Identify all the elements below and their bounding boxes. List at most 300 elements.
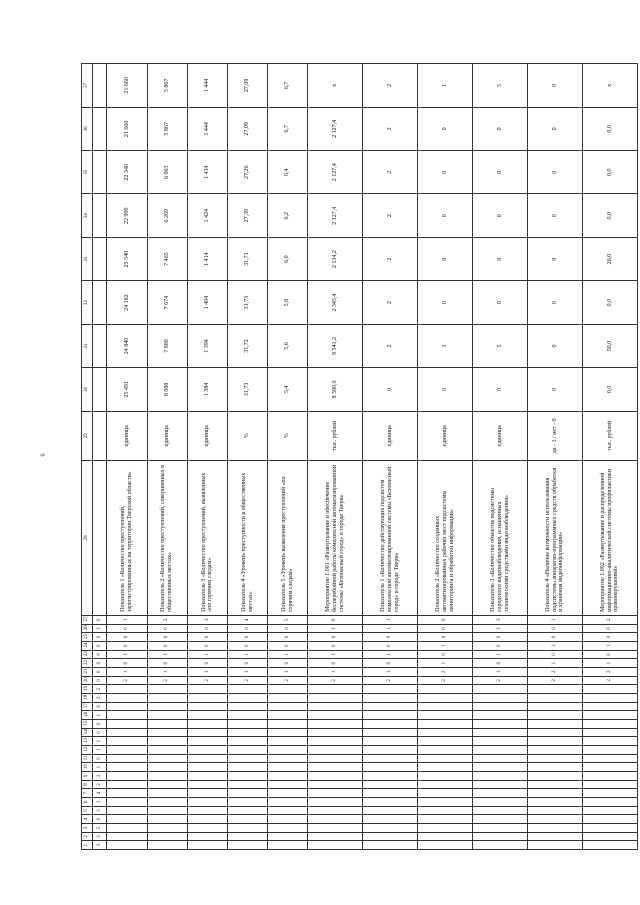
value-cell-col-37: х	[308, 64, 363, 108]
indicator-name-cell: Показатель 2 «Количество созданных автоматизированных рабочих мест подсистемы мониторинга и обработки информации»	[418, 460, 473, 615]
code-cell	[107, 806, 147, 815]
value-cell-col-33: 7 465	[147, 237, 187, 280]
code-cell: 0	[107, 659, 147, 668]
column-number-27: 27	[82, 615, 93, 624]
value-cell-col-35: 0,0	[582, 151, 637, 194]
code-cell	[268, 789, 308, 798]
indicator-name-cell: Показатель 4 «Уровень преступности в общественных местах»	[228, 460, 268, 615]
code-cell	[187, 815, 227, 824]
unit-cell: единица	[147, 411, 187, 460]
table-row	[187, 64, 227, 850]
code-cell	[308, 728, 363, 737]
code-cell	[582, 806, 637, 815]
table-row	[528, 64, 583, 850]
code-cell	[107, 711, 147, 720]
code-cell	[363, 745, 418, 754]
value-cell-col-35: 1 434	[187, 151, 227, 194]
value-cell-col-31: 5	[473, 324, 528, 367]
table-row	[418, 64, 473, 850]
code-cell	[363, 789, 418, 798]
code-cell: 3	[187, 615, 227, 624]
unit-cell	[93, 411, 107, 460]
value-cell-col-32: 5,8	[268, 281, 308, 324]
code-cell: 0	[582, 650, 637, 659]
value-cell-col-30: 0	[473, 368, 528, 411]
code-cell: 9	[418, 615, 473, 624]
column-number-14: 14	[82, 728, 93, 737]
code-cell	[473, 771, 528, 780]
code-cell	[363, 815, 418, 824]
code-cell: 0	[228, 624, 268, 633]
value-cell-col-37: 27,09	[228, 64, 268, 108]
code-cell	[582, 797, 637, 806]
code-cell	[187, 711, 227, 720]
code-cell	[107, 815, 147, 824]
code-cell	[228, 841, 268, 850]
code-cell	[473, 693, 528, 702]
value-cell-col-32: 24 182	[107, 281, 147, 324]
code-cell	[528, 754, 583, 763]
column-number-20: 20	[82, 676, 93, 685]
code-cell	[418, 806, 473, 815]
code-cell	[147, 832, 187, 841]
code-cell: 2	[93, 771, 107, 780]
value-cell-col-30: 0	[363, 368, 418, 411]
code-cell	[363, 780, 418, 789]
code-cell	[528, 797, 583, 806]
code-cell	[147, 823, 187, 832]
code-cell	[228, 745, 268, 754]
code-cell	[528, 806, 583, 815]
value-cell-col-33	[93, 237, 107, 280]
code-cell	[418, 780, 473, 789]
code-cell	[473, 711, 528, 720]
code-cell	[528, 745, 583, 754]
code-cell: 1	[363, 667, 418, 676]
value-cell-col-31: 24 840	[107, 324, 147, 367]
code-cell: 2	[528, 676, 583, 685]
value-cell-col-37: х	[582, 64, 637, 108]
value-cell-col-37: 1 444	[187, 64, 227, 108]
code-cell	[363, 797, 418, 806]
column-number-33: 33	[82, 237, 93, 280]
code-cell: 5	[268, 615, 308, 624]
code-cell	[363, 754, 418, 763]
value-cell-col-34: 6,2	[268, 194, 308, 237]
code-cell	[363, 771, 418, 780]
code-cell: 0	[93, 676, 107, 685]
code-cell	[187, 789, 227, 798]
code-cell	[363, 685, 418, 694]
code-cell	[473, 789, 528, 798]
code-cell	[187, 771, 227, 780]
indicator-name-cell: Мероприятие 1.002 «Развертывание и распределенной информационно-аналитической системы профилактики правонарушений»	[582, 460, 637, 615]
table-row	[582, 64, 637, 850]
value-cell-col-37: 2	[363, 64, 418, 108]
code-cell: 0	[93, 754, 107, 763]
code-cell	[363, 711, 418, 720]
code-cell: 2	[418, 667, 473, 676]
code-cell: 0	[418, 624, 473, 633]
code-cell	[147, 806, 187, 815]
code-cell	[308, 763, 363, 772]
code-cell	[582, 763, 637, 772]
unit-cell: тыс. рублей	[308, 411, 363, 460]
code-cell	[268, 737, 308, 746]
code-cell	[528, 702, 583, 711]
value-cell-col-33: 0	[528, 237, 583, 280]
value-cell-col-30: 8 580,0	[308, 368, 363, 411]
code-cell: 4	[93, 789, 107, 798]
code-cell: 2	[582, 615, 637, 624]
code-cell	[107, 754, 147, 763]
code-cell	[147, 719, 187, 728]
code-cell	[528, 763, 583, 772]
code-cell	[147, 685, 187, 694]
code-cell	[363, 832, 418, 841]
code-cell	[528, 711, 583, 720]
code-cell	[107, 763, 147, 772]
code-cell: 0	[308, 633, 363, 642]
table-row	[93, 64, 107, 850]
code-cell: 0	[528, 624, 583, 633]
code-cell: 0	[93, 641, 107, 650]
code-cell: 3	[93, 806, 107, 815]
code-cell: 3	[93, 832, 107, 841]
value-cell-col-31: 9 541,2	[308, 324, 363, 367]
code-cell: 1	[363, 650, 418, 659]
code-cell	[418, 771, 473, 780]
code-cell	[187, 841, 227, 850]
code-cell: 2	[363, 676, 418, 685]
code-cell: 0	[418, 650, 473, 659]
value-cell-col-36: 1 444	[187, 107, 227, 150]
value-cell-col-31: 2	[363, 324, 418, 367]
code-cell	[228, 797, 268, 806]
code-cell: 2	[228, 676, 268, 685]
code-cell: 3	[93, 841, 107, 850]
code-cell	[528, 719, 583, 728]
code-cell: 3	[473, 615, 528, 624]
code-cell: 1	[147, 650, 187, 659]
code-cell	[268, 806, 308, 815]
code-cell	[147, 841, 187, 850]
value-cell-col-34	[93, 194, 107, 237]
code-cell	[528, 771, 583, 780]
code-cell	[528, 728, 583, 737]
value-cell-col-35: 0	[528, 151, 583, 194]
code-cell	[107, 797, 147, 806]
code-cell	[107, 702, 147, 711]
unit-cell: %	[228, 411, 268, 460]
value-cell-col-30: 8 088	[147, 368, 187, 411]
value-cell-col-37: 1	[418, 64, 473, 108]
code-cell	[107, 693, 147, 702]
code-cell	[107, 841, 147, 850]
code-cell: 0	[93, 615, 107, 624]
value-cell-col-34: 0	[418, 194, 473, 237]
code-cell	[418, 685, 473, 694]
code-cell	[107, 745, 147, 754]
code-cell	[147, 763, 187, 772]
code-cell: 2	[308, 676, 363, 685]
code-cell	[308, 815, 363, 824]
code-cell	[473, 763, 528, 772]
code-cell: 1	[418, 641, 473, 650]
code-cell: 0	[107, 641, 147, 650]
value-cell-col-30: 1 384	[187, 368, 227, 411]
code-cell	[308, 771, 363, 780]
value-cell-col-31: 7 880	[147, 324, 187, 367]
code-cell: 1	[268, 650, 308, 659]
value-cell-col-36: 27,09	[228, 107, 268, 150]
code-cell	[268, 711, 308, 720]
code-cell: 1	[107, 615, 147, 624]
code-cell	[308, 789, 363, 798]
code-cell: 0	[528, 650, 583, 659]
code-cell	[582, 832, 637, 841]
code-cell: 1	[582, 659, 637, 668]
code-cell	[418, 711, 473, 720]
code-cell	[187, 754, 227, 763]
code-cell: 2	[582, 676, 637, 685]
code-cell: 2	[187, 676, 227, 685]
value-cell-col-33: 31,71	[228, 237, 268, 280]
code-cell	[268, 841, 308, 850]
code-cell: 1	[473, 624, 528, 633]
code-cell: 2	[147, 615, 187, 624]
code-cell: 0	[228, 641, 268, 650]
code-cell	[363, 763, 418, 772]
code-cell: 1	[363, 624, 418, 633]
code-cell	[268, 702, 308, 711]
value-cell-col-30: 31,73	[228, 368, 268, 411]
column-number-3: 3	[82, 823, 93, 832]
code-cell	[582, 771, 637, 780]
value-cell-col-37	[93, 64, 107, 108]
value-cell-col-35: 0	[473, 151, 528, 194]
code-cell: 0	[187, 633, 227, 642]
code-cell	[528, 685, 583, 694]
code-cell	[147, 745, 187, 754]
code-cell	[473, 745, 528, 754]
code-cell	[418, 754, 473, 763]
code-cell	[107, 685, 147, 694]
code-cell: 2	[93, 693, 107, 702]
value-cell-col-34: 1 424	[187, 194, 227, 237]
column-number-5: 5	[82, 806, 93, 815]
indicator-name-cell: Показатель 1 «Количество действующих подсистем комплексной автоматизированной системы «Безопасный город» в городе Твери»	[363, 460, 418, 615]
code-cell	[582, 745, 637, 754]
value-cell-col-32: 0	[418, 281, 473, 324]
value-cell-col-33: 6,0	[268, 237, 308, 280]
code-cell	[228, 728, 268, 737]
code-cell	[228, 771, 268, 780]
code-cell: 0	[187, 641, 227, 650]
code-cell	[228, 719, 268, 728]
column-number-4: 4	[82, 815, 93, 824]
code-cell	[473, 728, 528, 737]
code-cell	[363, 737, 418, 746]
code-cell: 0	[473, 659, 528, 668]
code-cell: 0	[473, 641, 528, 650]
unit-cell: единица	[473, 411, 528, 460]
program-indicators-table	[81, 63, 638, 850]
value-cell-col-33: 0	[473, 237, 528, 280]
code-cell: 1	[187, 650, 227, 659]
table-row	[107, 64, 147, 850]
column-number-19: 19	[82, 685, 93, 694]
code-cell	[528, 841, 583, 850]
code-cell	[418, 763, 473, 772]
table-row	[473, 64, 528, 850]
value-cell-col-30: 0	[418, 368, 473, 411]
value-cell-col-33: 2 134,2	[308, 237, 363, 280]
value-cell-col-33: 26,0	[582, 237, 637, 280]
code-cell	[418, 823, 473, 832]
column-number-37: 37	[82, 64, 93, 108]
code-cell: 1	[363, 615, 418, 624]
code-cell	[228, 685, 268, 694]
code-cell	[308, 745, 363, 754]
code-cell: 1	[308, 667, 363, 676]
code-cell: 2	[268, 676, 308, 685]
indicator-name-cell: Мероприятие 1.001 «Развертывание и обеспечение бесперебойной работы комплексной автоматизированной системы «Безопасный город» в городе Твери»	[308, 460, 363, 615]
code-cell	[107, 728, 147, 737]
column-number-2: 2	[82, 832, 93, 841]
code-cell	[107, 789, 147, 798]
value-cell-col-30: 0	[528, 368, 583, 411]
code-cell: 1	[582, 641, 637, 650]
column-number-12: 12	[82, 745, 93, 754]
column-number-11: 11	[82, 754, 93, 763]
code-cell: 0	[93, 633, 107, 642]
value-cell-col-36: 2 127,4	[308, 107, 363, 150]
code-cell: 2	[582, 667, 637, 676]
code-cell	[582, 737, 637, 746]
column-number-25: 25	[82, 633, 93, 642]
code-cell	[418, 693, 473, 702]
code-cell: 1	[308, 624, 363, 633]
code-cell	[228, 711, 268, 720]
code-cell	[147, 728, 187, 737]
column-number-header-row	[82, 64, 93, 850]
value-cell-col-37: 21 660	[107, 64, 147, 108]
code-cell: 1	[93, 745, 107, 754]
code-cell	[107, 771, 147, 780]
code-cell	[147, 789, 187, 798]
code-cell	[187, 719, 227, 728]
code-cell: 0	[93, 650, 107, 659]
unit-cell: единица	[107, 411, 147, 460]
code-cell: 0	[187, 624, 227, 633]
code-cell	[473, 797, 528, 806]
code-cell	[582, 719, 637, 728]
code-cell	[473, 719, 528, 728]
code-cell	[473, 754, 528, 763]
code-cell	[582, 841, 637, 850]
code-cell	[473, 823, 528, 832]
code-cell	[228, 789, 268, 798]
code-cell	[308, 797, 363, 806]
code-cell: 0	[363, 633, 418, 642]
code-cell: 1	[528, 659, 583, 668]
code-cell: 0	[147, 659, 187, 668]
code-cell	[418, 797, 473, 806]
unit-cell: единица	[187, 411, 227, 460]
unit-cell: тыс. рублей	[582, 411, 637, 460]
code-cell: 1	[473, 650, 528, 659]
code-cell	[187, 780, 227, 789]
code-cell	[147, 702, 187, 711]
value-cell-col-32: 0	[528, 281, 583, 324]
code-cell	[582, 702, 637, 711]
column-number-1: 1	[82, 841, 93, 850]
value-cell-col-33: 23 540	[107, 237, 147, 280]
value-cell-col-36: 0	[418, 107, 473, 150]
code-cell: 0	[93, 719, 107, 728]
code-cell	[528, 823, 583, 832]
value-cell-col-35: 27,26	[228, 151, 268, 194]
code-cell	[528, 789, 583, 798]
code-cell: 0	[93, 815, 107, 824]
code-cell	[308, 823, 363, 832]
column-number-26: 26	[82, 624, 93, 633]
code-cell: 1	[93, 797, 107, 806]
value-cell-col-35: 2 127,4	[308, 151, 363, 194]
code-cell: 0	[147, 641, 187, 650]
code-cell: 2	[107, 676, 147, 685]
code-cell: 1	[93, 624, 107, 633]
code-cell: 0	[528, 633, 583, 642]
code-cell	[147, 780, 187, 789]
value-cell-col-30: 5,4	[268, 368, 308, 411]
value-cell-col-31: 31,72	[228, 324, 268, 367]
code-cell: 0	[418, 633, 473, 642]
code-cell: 0	[268, 624, 308, 633]
code-cell	[363, 702, 418, 711]
table-row	[308, 64, 363, 850]
code-cell: 2	[418, 676, 473, 685]
value-cell-col-36	[93, 107, 107, 150]
code-cell	[308, 832, 363, 841]
column-number-6: 6	[82, 797, 93, 806]
column-number-21: 21	[82, 667, 93, 676]
code-cell	[473, 702, 528, 711]
value-cell-col-35: 0	[418, 151, 473, 194]
code-cell: 1	[418, 659, 473, 668]
value-cell-col-34: 0,0	[582, 194, 637, 237]
code-cell: 0	[93, 659, 107, 668]
code-cell	[473, 815, 528, 824]
code-cell	[582, 685, 637, 694]
value-cell-col-35	[93, 151, 107, 194]
code-cell	[308, 754, 363, 763]
column-number-9: 9	[82, 771, 93, 780]
column-number-8: 8	[82, 780, 93, 789]
code-cell	[363, 693, 418, 702]
value-cell-col-31: 5,6	[268, 324, 308, 367]
value-cell-col-36: 6,7	[268, 107, 308, 150]
code-cell: 0	[582, 633, 637, 642]
code-cell	[187, 763, 227, 772]
code-cell	[268, 719, 308, 728]
code-cell	[308, 685, 363, 694]
code-cell: 0	[363, 659, 418, 668]
code-cell	[228, 702, 268, 711]
code-cell: 0	[363, 641, 418, 650]
code-cell	[268, 685, 308, 694]
